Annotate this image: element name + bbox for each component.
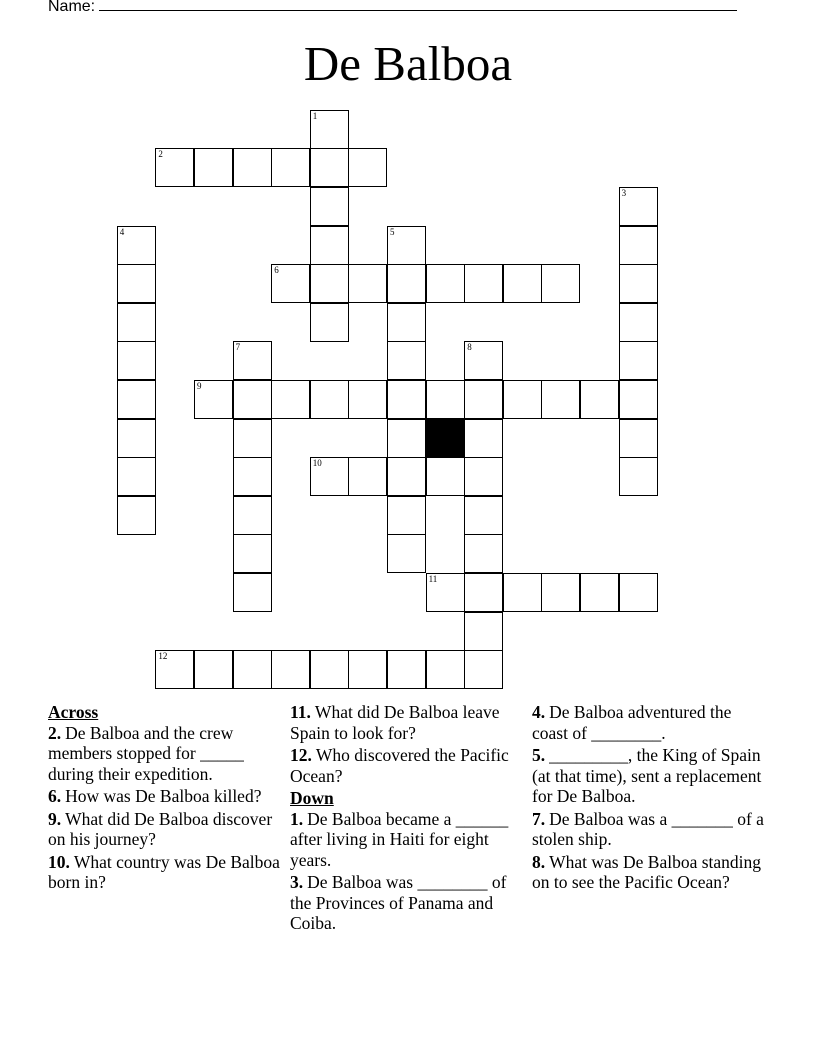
grid-cell[interactable] (464, 419, 503, 458)
grid-cell[interactable] (117, 496, 156, 535)
grid-cell[interactable] (619, 187, 658, 226)
grid-cell[interactable] (348, 380, 387, 419)
down-clue-4: 4. De Balboa adventured the coast of ________. (532, 702, 732, 743)
across-clue-10: 10. What country was De Balboa born in? (48, 851, 280, 892)
name-label: Name: (48, 0, 96, 15)
grid-cell[interactable] (426, 457, 465, 496)
grid-cell[interactable] (464, 496, 503, 535)
across-clue-12: 12. Who discovered the Pacific Ocean? (290, 745, 509, 786)
grid-cell[interactable] (387, 457, 426, 496)
grid-cell[interactable] (194, 380, 233, 419)
clue-number: 4 (119, 226, 125, 237)
black-grid-cell (426, 419, 465, 458)
grid-cell[interactable] (619, 573, 658, 612)
grid-cell[interactable] (387, 650, 426, 689)
grid-cell[interactable] (619, 380, 658, 419)
grid-cell[interactable] (464, 534, 503, 573)
grid-cell[interactable] (233, 419, 272, 458)
grid-cell[interactable] (117, 341, 156, 380)
grid-cell[interactable] (580, 573, 619, 612)
grid-cell[interactable] (310, 226, 349, 265)
down-clue-5: 5. _________, the King of Spain (at that time), sent a replacement for De Balboa. (532, 745, 762, 806)
grid-cell[interactable] (117, 380, 156, 419)
clue-number: 9 (197, 381, 202, 391)
clue-number: 6 (274, 265, 279, 276)
clue-number: 10 (312, 458, 322, 469)
grid-cell[interactable] (310, 457, 349, 496)
grid-cell[interactable] (464, 573, 503, 612)
clue-number: 3 (621, 188, 627, 198)
grid-cell[interactable] (464, 341, 503, 380)
grid-cell[interactable] (194, 650, 233, 689)
grid-cell[interactable] (233, 650, 272, 689)
grid-cell[interactable] (619, 419, 658, 458)
grid-cell[interactable] (348, 457, 387, 496)
grid-cell[interactable] (387, 496, 426, 535)
grid-cell[interactable] (155, 148, 194, 187)
grid-cell[interactable] (619, 303, 658, 342)
grid-cell[interactable] (464, 612, 503, 651)
grid-cell[interactable] (348, 148, 387, 187)
grid-cell[interactable] (619, 457, 658, 496)
down-clue-3: 3. De Balboa was ________ of the Provinces of Panama and Coiba. (290, 872, 507, 933)
grid-cell[interactable] (426, 650, 465, 689)
across-clue-2: 2. De Balboa and the crew members stopped for _____ during their expedition. (48, 722, 244, 784)
grid-cell[interactable] (464, 264, 503, 303)
grid-cell[interactable] (271, 264, 310, 303)
grid-cell[interactable] (194, 148, 233, 187)
grid-cell[interactable] (310, 303, 349, 342)
grid-cell[interactable] (541, 264, 580, 303)
grid-cell[interactable] (233, 496, 272, 535)
grid-cell[interactable] (117, 303, 156, 342)
grid-cell[interactable] (117, 419, 156, 458)
clue-number: 11 (428, 574, 438, 584)
grid-cell[interactable] (233, 341, 272, 380)
clue-number: 7 (235, 342, 241, 353)
grid-cell[interactable] (271, 148, 310, 187)
across-clue-9: 9. What did De Balboa discover on his journey? (48, 808, 273, 849)
grid-cell[interactable] (310, 380, 349, 419)
down-clue-1: 1. De Balboa became a ______ after living in Haiti for eight years. (290, 808, 509, 870)
grid-cell[interactable] (348, 650, 387, 689)
grid-cell[interactable] (233, 457, 272, 496)
grid-cell[interactable] (117, 226, 156, 265)
grid-cell[interactable] (503, 380, 542, 419)
grid-cell[interactable] (619, 264, 658, 303)
grid-cell[interactable] (503, 264, 542, 303)
grid-cell[interactable] (387, 264, 426, 303)
grid-cell[interactable] (271, 650, 310, 689)
grid-cell[interactable] (464, 650, 503, 689)
grid-cell[interactable] (233, 148, 272, 187)
grid-cell[interactable] (387, 534, 426, 573)
across-clue-11: 11. What did De Balboa leave Spain to look for? (290, 702, 500, 743)
grid-cell[interactable] (464, 380, 503, 419)
across-clue-6: 6. How was De Balboa killed? (48, 786, 262, 806)
clues-column-2 (290, 702, 526, 936)
clue-number: 1 (312, 110, 318, 121)
grid-cell[interactable] (387, 226, 426, 265)
grid-cell[interactable] (310, 264, 349, 303)
grid-cell[interactable] (310, 110, 349, 149)
clue-number: 2 (158, 149, 163, 160)
grid-cell[interactable] (541, 380, 580, 419)
grid-cell[interactable] (155, 650, 194, 689)
grid-cell[interactable] (233, 534, 272, 573)
grid-cell[interactable] (541, 573, 580, 612)
grid-cell[interactable] (580, 380, 619, 419)
clue-number: 12 (158, 651, 168, 662)
grid-cell[interactable] (426, 573, 465, 612)
grid-cell[interactable] (387, 303, 426, 342)
grid-cell[interactable] (310, 148, 349, 187)
grid-cell[interactable] (117, 264, 156, 303)
across-heading: Across (48, 702, 99, 722)
grid-cell[interactable] (233, 573, 272, 612)
clue-number: 5 (390, 226, 395, 237)
grid-cell[interactable] (464, 457, 503, 496)
clues-column-3 (532, 702, 768, 895)
grid-cell[interactable] (117, 457, 156, 496)
grid-cell[interactable] (619, 341, 658, 380)
grid-cell[interactable] (426, 380, 465, 419)
grid-cell[interactable] (387, 419, 426, 458)
grid-cell[interactable] (233, 380, 272, 419)
page-title: De Balboa (303, 36, 513, 91)
grid-cell[interactable] (619, 226, 658, 265)
grid-cell[interactable] (426, 264, 465, 303)
down-heading: Down (290, 788, 334, 808)
grid-cell[interactable] (387, 380, 426, 419)
down-clue-8: 8. What was De Balboa standing on to see the Pacific Ocean? (532, 851, 762, 892)
clues-column-1 (48, 702, 280, 895)
grid-cell[interactable] (310, 650, 349, 689)
grid-cell[interactable] (503, 573, 542, 612)
clue-number: 8 (467, 342, 472, 353)
grid-cell[interactable] (310, 187, 349, 226)
grid-cell[interactable] (387, 341, 426, 380)
grid-cell[interactable] (348, 264, 387, 303)
down-clue-7: 7. De Balboa was a _______ of a stolen ship. (532, 808, 764, 849)
grid-cell[interactable] (271, 380, 310, 419)
